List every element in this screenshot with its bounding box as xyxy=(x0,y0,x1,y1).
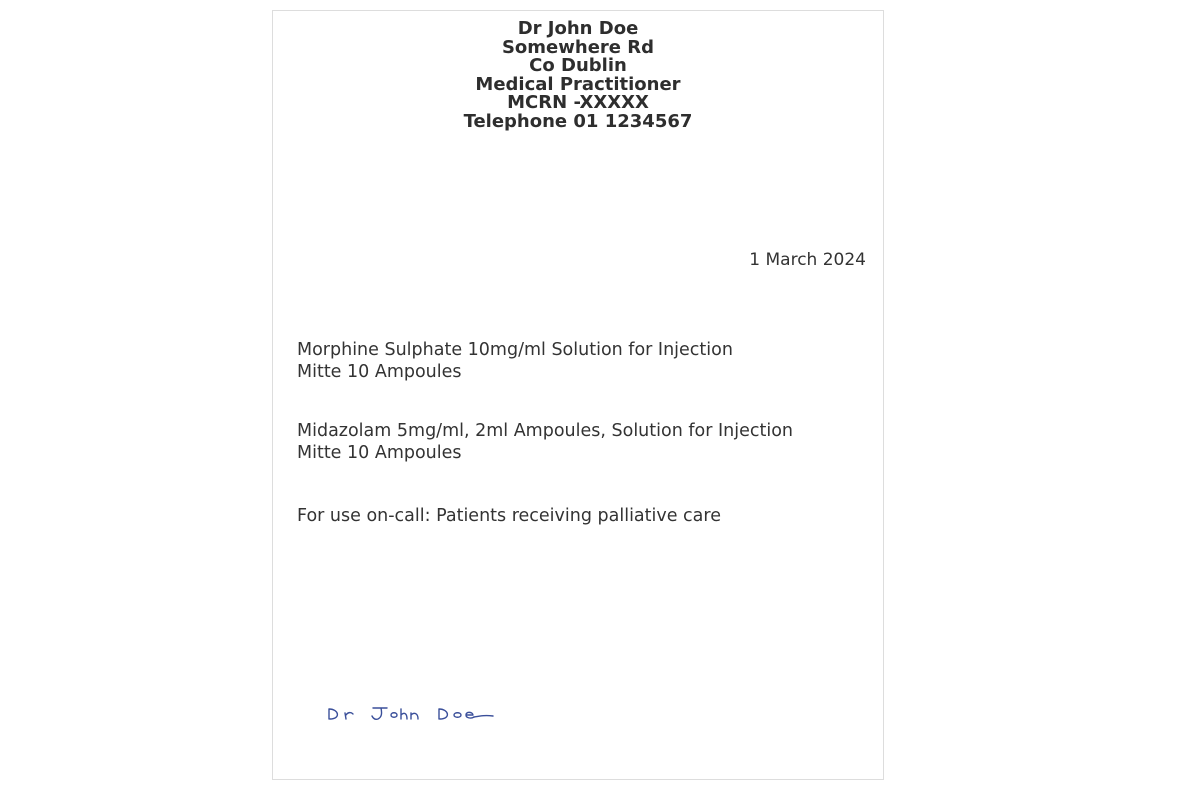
prescription-date: 1 March 2024 xyxy=(749,250,866,270)
drug-name: Midazolam 5mg/ml, 2ml Ampoules, Solution for Injection xyxy=(297,421,794,441)
registration-number: MCRN -XXXXX xyxy=(507,92,649,114)
prescription-page xyxy=(272,10,884,780)
drug-name: Morphine Sulphate 10mg/ml Solution for Injection xyxy=(297,340,733,360)
address-line-2: Co Dublin xyxy=(529,55,627,77)
prescription-item xyxy=(297,420,793,464)
usage-note: For use on-call: Patients receiving palliative care xyxy=(297,506,721,526)
drug-quantity: Mitte 10 Ampoules xyxy=(297,362,462,382)
letterhead xyxy=(273,20,883,132)
address-line-1: Somewhere Rd xyxy=(501,36,655,58)
handwritten-signature xyxy=(325,701,525,731)
profession: Medical Practitioner xyxy=(475,73,681,95)
telephone: Telephone 01 1234567 xyxy=(463,110,693,132)
prescription-item xyxy=(297,339,733,383)
drug-quantity: Mitte 10 Ampoules xyxy=(297,443,462,463)
doctor-name: Dr John Doe xyxy=(517,18,639,39)
